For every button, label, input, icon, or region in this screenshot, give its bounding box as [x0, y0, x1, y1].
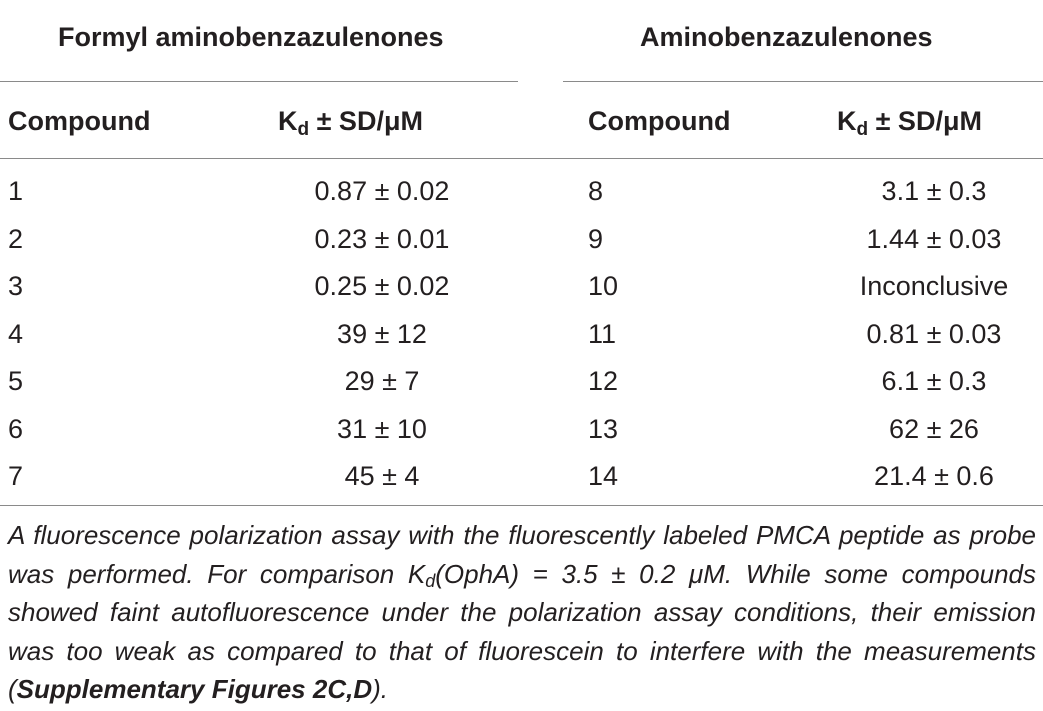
supplementary-figures-link[interactable]: Supplementary Figures 2C,D	[16, 674, 373, 704]
compound-cell-left: 5	[8, 366, 24, 396]
compound-cell-right: 14	[588, 461, 619, 491]
column-header-kd-left: $K_d \pm SD/\mu M$	[278, 106, 423, 140]
compound-cell-right: 11	[588, 318, 617, 349]
kd-value-cell-left: 0.23 ± 0.01	[314, 223, 450, 254]
compound-cell-right: 9	[588, 223, 604, 254]
group-header-amino: Aminobenzazulenones	[640, 22, 933, 52]
column-header-kd-right: $K_d \pm SD/\mu M$	[837, 106, 982, 140]
compound-cell-left: 7	[8, 461, 24, 491]
compound-cell-left: 4	[8, 318, 24, 349]
table-bottom-rule	[0, 505, 1043, 506]
compound-cell-left: 3	[8, 271, 24, 301]
compound-cell-left: 1	[8, 176, 24, 206]
header-divider	[0, 158, 1043, 159]
kd-value-cell-right: 21.4 ± 0.6	[874, 461, 994, 491]
group-header-formyl: Formyl aminobenzazulenones	[58, 22, 444, 52]
compound-cell-left: 6	[8, 413, 24, 444]
kd-value-cell-left: 31 ± 10	[337, 413, 427, 444]
kd-value-cell-right: 6.1 ± 0.3	[881, 366, 987, 396]
kd-value-cell-right: 62 ± 26	[889, 413, 979, 444]
compound-cell-right: 10	[588, 271, 619, 301]
kd-value-cell-left: 39 ± 12	[337, 318, 427, 349]
kd-value-cell-left: 0.25 ± 0.02	[314, 271, 450, 301]
kd-value-cell-left: 0.87 ± 0.02	[314, 176, 450, 206]
compound-cell-right: 8	[588, 176, 604, 206]
column-header-compound-left: Compound	[8, 106, 151, 136]
kd-value-cell-left: 45 ± 4	[344, 461, 420, 491]
compound-cell-right: 12	[588, 366, 619, 396]
kd-value-cell-right: 3.1 ± 0.3	[881, 176, 987, 206]
compound-cell-left: 2	[8, 223, 24, 254]
column-header-compound-right: Compound	[588, 106, 731, 136]
group-underline-right	[563, 81, 1043, 82]
kd-value-cell-right: Inconclusive	[859, 271, 1009, 301]
kd-value-cell-right: 0.81 ± 0.03	[866, 318, 1002, 349]
table-footnote: A fluorescence polarization assay with the fluorescently labeled PMCA peptide as probe was performed. For comparison $K_d(OphA) = 3.5 \pm 0.2$ μM. While some compounds showed faint autofluorescence under the polarization assay conditions, their emission was too weak as compared to that of fluorescein to interfere with the measurements (Supplementary Figures 2C,D).	[8, 520, 1036, 704]
kd-value-cell-right: 1.44 ± 0.03	[866, 223, 1002, 254]
compound-cell-right: 13	[588, 413, 619, 444]
kd-value-cell-left: 29 ± 7	[344, 366, 420, 396]
group-underline-left	[0, 81, 518, 82]
